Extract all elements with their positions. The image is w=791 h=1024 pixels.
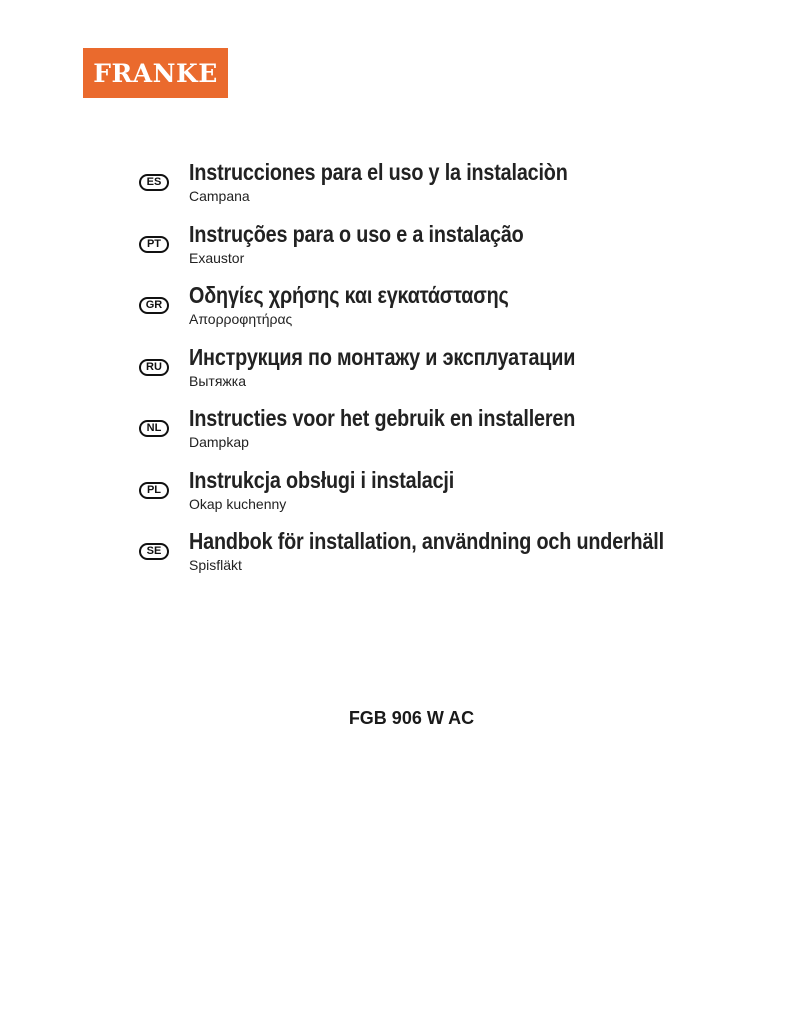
language-entry-se — [139, 526, 779, 588]
language-code-badge: ES — [139, 174, 169, 191]
language-code-badge: PT — [139, 236, 169, 253]
language-subtitle: Απορροφητήρας — [189, 311, 293, 327]
logo-text: FRANKE — [93, 58, 218, 88]
language-subtitle: Вытяжка — [189, 372, 246, 389]
language-code-badge: GR — [139, 297, 169, 314]
language-title: Instrucciones para el uso y la instalaciòn — [189, 159, 568, 185]
model-number: FGB 906 W AC — [348, 708, 475, 728]
language-title: Instructies voor het gebruik en installeren — [189, 405, 576, 431]
language-title: Handbok för installation, användning och underhäll — [189, 528, 664, 554]
language-entry-pt — [139, 219, 779, 281]
language-subtitle: Campana — [189, 188, 250, 204]
language-entry-ru — [139, 342, 779, 404]
language-title: Инструкция по монтажу и эксплуатации — [189, 343, 576, 370]
language-code-badge: NL — [139, 420, 169, 437]
language-subtitle: Dampkap — [189, 434, 249, 450]
franke-logo — [83, 48, 228, 98]
language-code-badge: SE — [139, 543, 169, 560]
language-entry-nl — [139, 403, 779, 465]
language-code-badge: PL — [139, 482, 169, 499]
language-entry-gr — [139, 280, 779, 342]
language-subtitle: Spisfläkt — [189, 557, 242, 573]
language-subtitle: Exaustor — [189, 249, 245, 266]
language-title: Instrukcja obsługi i instalacji — [189, 466, 455, 493]
language-code-badge: RU — [139, 359, 169, 376]
language-subtitle: Okap kuchenny — [189, 495, 287, 512]
language-list — [139, 157, 779, 588]
language-entry-pl — [139, 465, 779, 527]
language-title: Instruções para o uso e a instalação — [189, 220, 524, 247]
language-title: Οδηγίες χρήσης και εγκατάστασης — [189, 282, 509, 308]
language-entry-es — [139, 157, 779, 219]
